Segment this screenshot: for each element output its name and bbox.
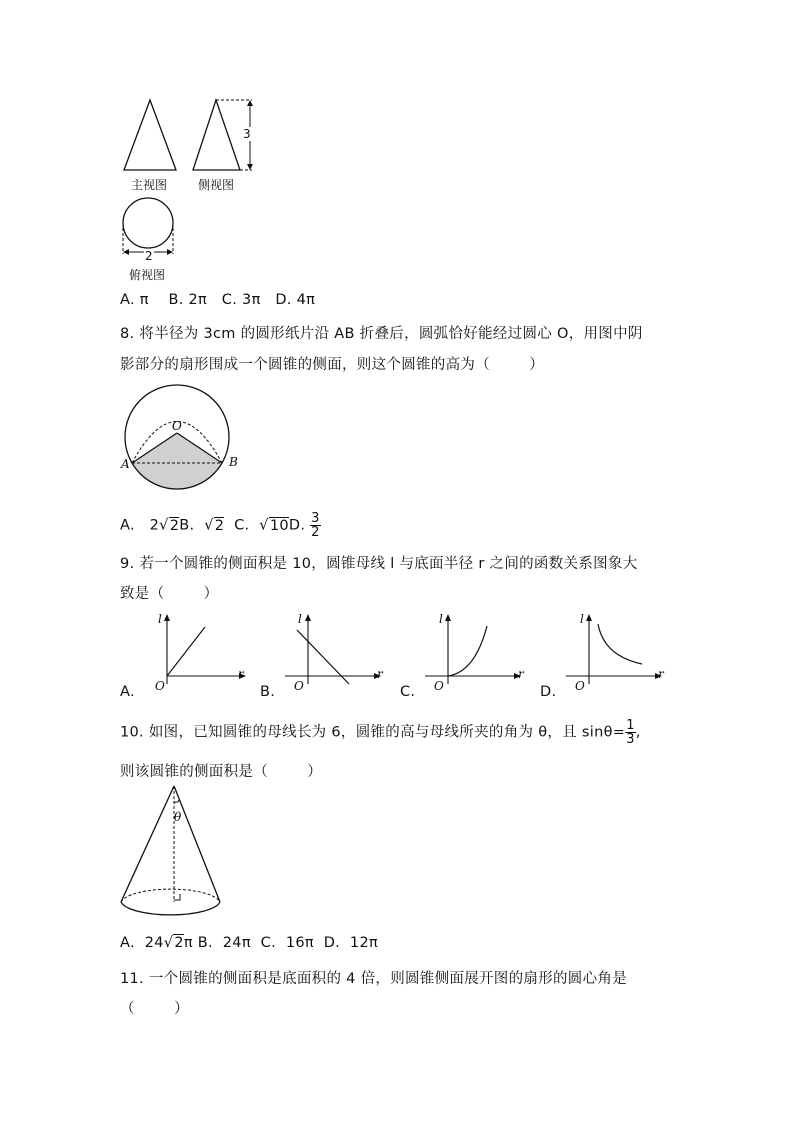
q8-choice-c: C. bbox=[234, 517, 250, 534]
q8-circle-figure bbox=[120, 390, 240, 500]
q8-line2: 影部分的扇形围成一个圆锥的侧面，则这个圆锥的高为（ ） bbox=[120, 357, 545, 373]
q8-choice-d-num: 3 bbox=[311, 511, 320, 526]
label-b: B bbox=[229, 455, 238, 469]
q8-choice-c-rad: 10 bbox=[269, 517, 289, 534]
q10-line1: 10. 如图，已知圆锥的母线长为 6，圆锥的高与母线所夹的角为 θ，且 sinθ= $\frac{1}{3}$ , bbox=[120, 718, 641, 747]
q9-d-axis-l: l bbox=[580, 612, 584, 626]
q8-choice-a-coef: 2 bbox=[149, 517, 160, 534]
q9-line1: 9. 若一个圆锥的侧面积是 10，圆锥母线 l 与底面半径 r 之间的函数关系图象大 bbox=[120, 556, 638, 572]
q11-line1: 11. 一个圆锥的侧面积是底面积的 4 倍，则圆锥侧面展开图的扇形的圆心角是 bbox=[120, 971, 628, 987]
diameter-label: 2 bbox=[145, 249, 153, 263]
q9-option-a: A. bbox=[120, 684, 135, 700]
q10-cone-figure bbox=[118, 784, 226, 924]
q9-c-axis-r: r bbox=[518, 667, 524, 681]
q10-choice-a-coef: 24 bbox=[144, 935, 164, 951]
q9-c-origin: O bbox=[434, 679, 444, 693]
q9-option-b: B. bbox=[260, 684, 276, 700]
label-a: A bbox=[121, 457, 130, 471]
front-view-figure bbox=[120, 96, 190, 176]
q9-b-origin: O bbox=[294, 679, 304, 693]
q10-line2: 则该圆锥的侧面积是（ ） bbox=[120, 764, 323, 780]
q8-choice-d-frac bbox=[310, 512, 321, 539]
sin-fraction bbox=[625, 719, 636, 746]
q9-d-origin: O bbox=[575, 679, 585, 693]
label-o: O bbox=[172, 419, 182, 433]
q9-line2: 致是（ ） bbox=[120, 586, 219, 602]
q9-a-axis-r: r bbox=[238, 667, 244, 681]
q7-choices: A. π B. 2π C. 3π D. 4π bbox=[120, 292, 316, 308]
q10-line1-text: 10. 如图，已知圆锥的母线长为 6，圆锥的高与母线所夹的角为 θ，且 sinθ= bbox=[120, 724, 626, 741]
q10-choice-a: A. bbox=[120, 935, 135, 951]
q8-choice-b: B. bbox=[179, 517, 195, 534]
q10-choice-a-rad: 2 bbox=[174, 935, 184, 951]
q10-choice-a-pi: π bbox=[183, 935, 193, 951]
q9-c-axis-l: l bbox=[439, 612, 443, 626]
q9-a-axis-l: l bbox=[158, 612, 162, 626]
sin-den: 3 bbox=[626, 732, 635, 747]
q11-line2: （ ） bbox=[120, 1001, 189, 1017]
q9-a-origin: O bbox=[155, 679, 165, 693]
theta-label: θ bbox=[174, 810, 182, 824]
q10-choices: A. 24√2π B. 24π C. 16π D. 12π bbox=[120, 935, 378, 951]
q9-d-axis-r: r bbox=[658, 667, 664, 681]
q8-choice-b-rad: 2 bbox=[214, 517, 225, 534]
q8-choices: A. 2√2B. √2 C. √10D. $\frac{3}{2}$ bbox=[120, 511, 320, 540]
side-view-label: 侧视图 bbox=[198, 178, 235, 192]
q9-b-axis-l: l bbox=[298, 612, 302, 626]
q8-choice-d: D. bbox=[288, 517, 306, 534]
q8-choice-a-rad: 2 bbox=[169, 517, 180, 534]
q8-line1: 8. 将半径为 3cm 的圆形纸片沿 AB 折叠后，圆弧恰好能经过圆心 O，用图中阴 bbox=[120, 326, 643, 342]
side-view-figure bbox=[190, 96, 270, 176]
q9-option-c: C. bbox=[400, 684, 416, 700]
q9-b-axis-r: r bbox=[377, 667, 383, 681]
top-view-label: 俯视图 bbox=[129, 268, 166, 282]
q9-option-d: D. bbox=[540, 684, 557, 700]
q8-choice-d-den: 2 bbox=[311, 525, 320, 540]
q10-choices-rest: B. 24π C. 16π D. 12π bbox=[197, 935, 378, 951]
front-view-label: 主视图 bbox=[131, 178, 168, 192]
height-label: 3 bbox=[243, 127, 251, 141]
q8-choice-a: A. bbox=[120, 517, 135, 534]
sin-num: 1 bbox=[626, 718, 635, 733]
